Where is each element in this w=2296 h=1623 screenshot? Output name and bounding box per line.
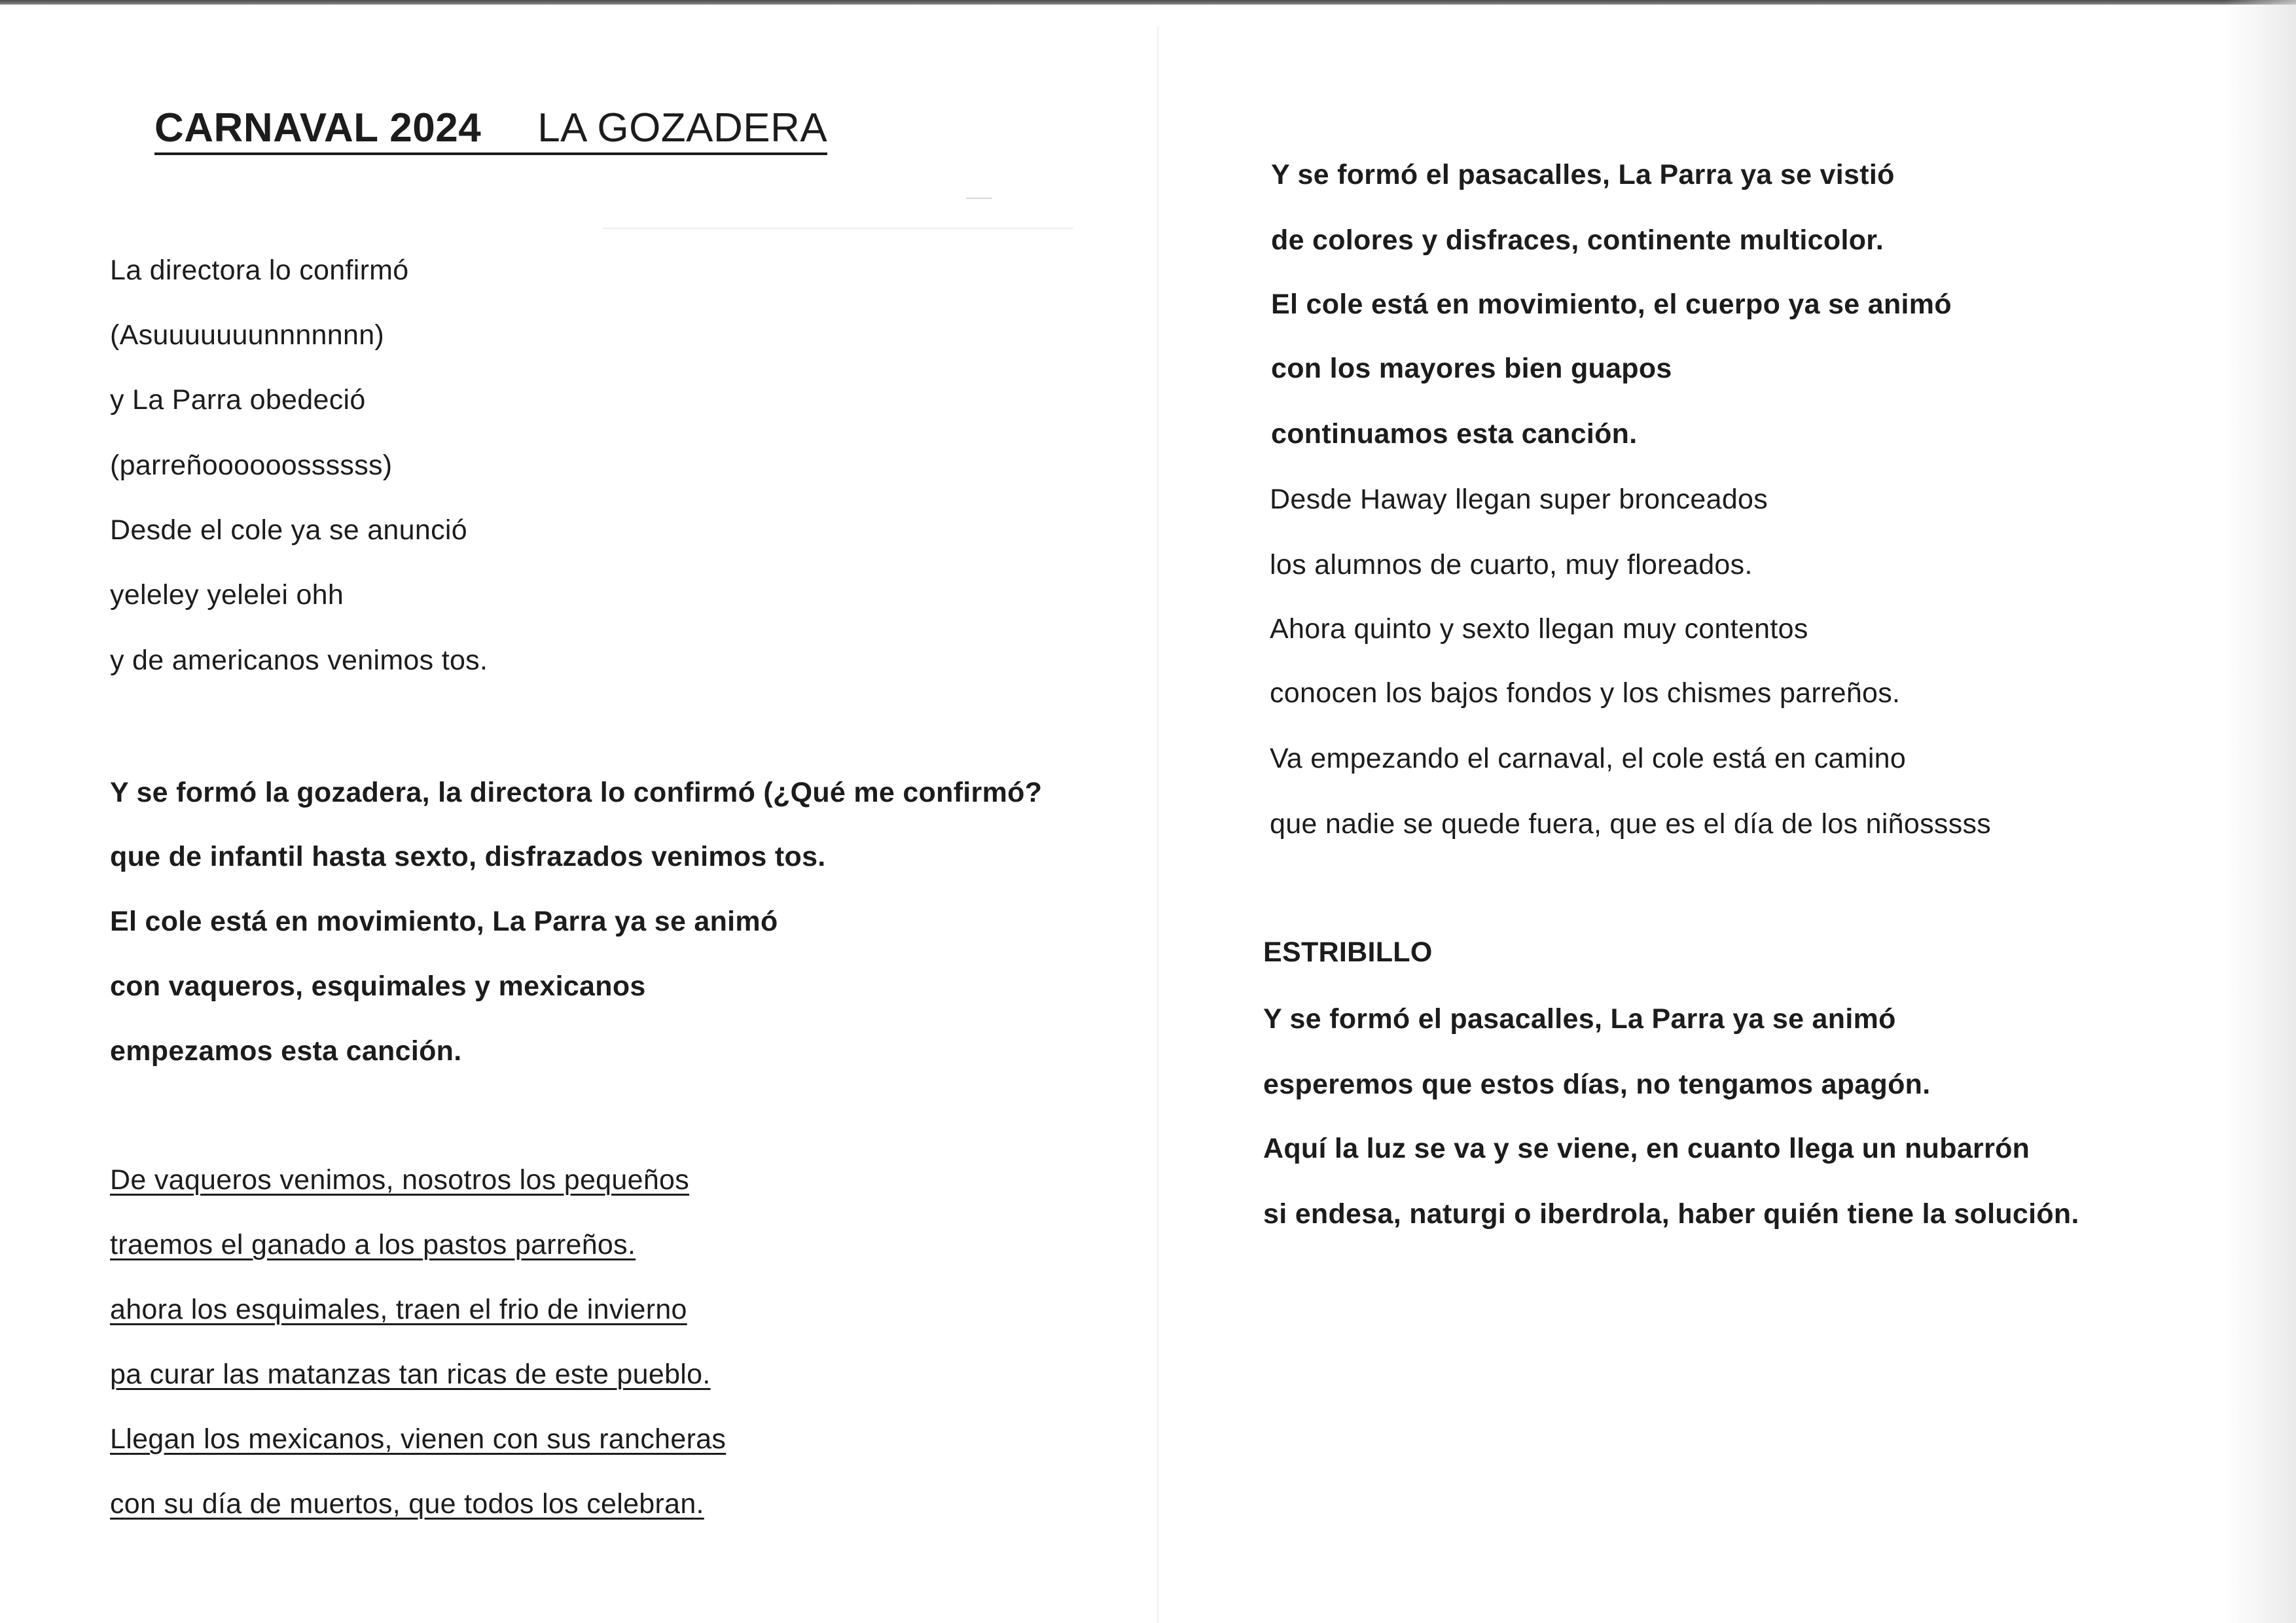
chorus-line: que de infantil hasta sexto, disfrazados venimos tos. <box>110 841 826 872</box>
verse-line: Desde Haway llegan super bronceados <box>1270 484 1768 515</box>
chorus-line: El cole está en movimiento, el cuerpo ya se animó <box>1271 289 1952 320</box>
refrain-line: esperemos que estos días, no tengamos apagón. <box>1263 1069 1931 1100</box>
intro-line: La directora lo confirmó <box>110 255 409 286</box>
title-main: CARNAVAL 2024 <box>154 105 482 151</box>
verse-line: De vaqueros venimos, nosotros los pequeños <box>110 1164 690 1196</box>
chorus-line: con los mayores bien guapos <box>1271 353 1672 384</box>
refrain-line: Y se formó el pasacalles, La Parra ya se animó <box>1263 1003 1896 1035</box>
intro-line: (Asuuuuuuunnnnnnn) <box>110 319 385 351</box>
verse-line: los alumnos de cuarto, muy floreados. <box>1270 549 1753 580</box>
refrain-line: Aquí la luz se va y se viene, en cuanto llega un nubarrón <box>1263 1133 2030 1164</box>
intro-line: Desde el cole ya se anunció <box>110 514 467 546</box>
chorus-line: empezamos esta canción. <box>110 1035 462 1067</box>
verse-line: Llegan los mexicanos, vienen con sus rancheras <box>110 1423 726 1455</box>
verse-line: pa curar las matanzas tan ricas de este pueblo. <box>110 1359 711 1390</box>
verse-line: que nadie se quede fuera, que es el día de los niñosssss <box>1270 808 1992 840</box>
chorus-line: con vaqueros, esquimales y mexicanos <box>110 971 646 1002</box>
page-title <box>154 105 827 155</box>
intro-line: y La Parra obedeció <box>110 384 366 416</box>
verse-line: ahora los esquimales, traen el frio de invierno <box>110 1294 687 1325</box>
right-page <box>1158 0 2296 1623</box>
refrain-heading: ESTRIBILLO <box>1263 936 1433 968</box>
chorus-line: de colores y disfraces, continente multicolor. <box>1271 224 1884 256</box>
verse-line: Ahora quinto y sexto llegan muy contentos <box>1270 613 1808 645</box>
chorus-line: El cole está en movimiento, La Parra ya se animó <box>110 906 778 937</box>
verse-line: traemos el ganado a los pastos parreños. <box>110 1229 636 1260</box>
chorus-line: Y se formó la gozadera, la directora lo confirmó (¿Qué me confirmó? <box>110 777 1043 808</box>
verse-line: con su día de muertos, que todos los celebran. <box>110 1488 704 1520</box>
intro-line: y de americanos venimos tos. <box>110 645 488 676</box>
intro-line: (parreñoooooossssss) <box>110 450 393 481</box>
title-sub: LA GOZADERA <box>537 105 828 151</box>
chorus-line: Y se formó el pasacalles, La Parra ya se vistió <box>1271 159 1895 190</box>
verse-line: Va empezando el carnaval, el cole está en camino <box>1270 743 1907 774</box>
refrain-line: si endesa, naturgi o iberdrola, haber quién tiene la solución. <box>1263 1198 2079 1230</box>
intro-line: yeleley yelelei ohh <box>110 579 344 611</box>
verse-line: conocen los bajos fondos y los chismes parreños. <box>1270 677 1901 709</box>
chorus-line: continuamos esta canción. <box>1271 418 1638 450</box>
